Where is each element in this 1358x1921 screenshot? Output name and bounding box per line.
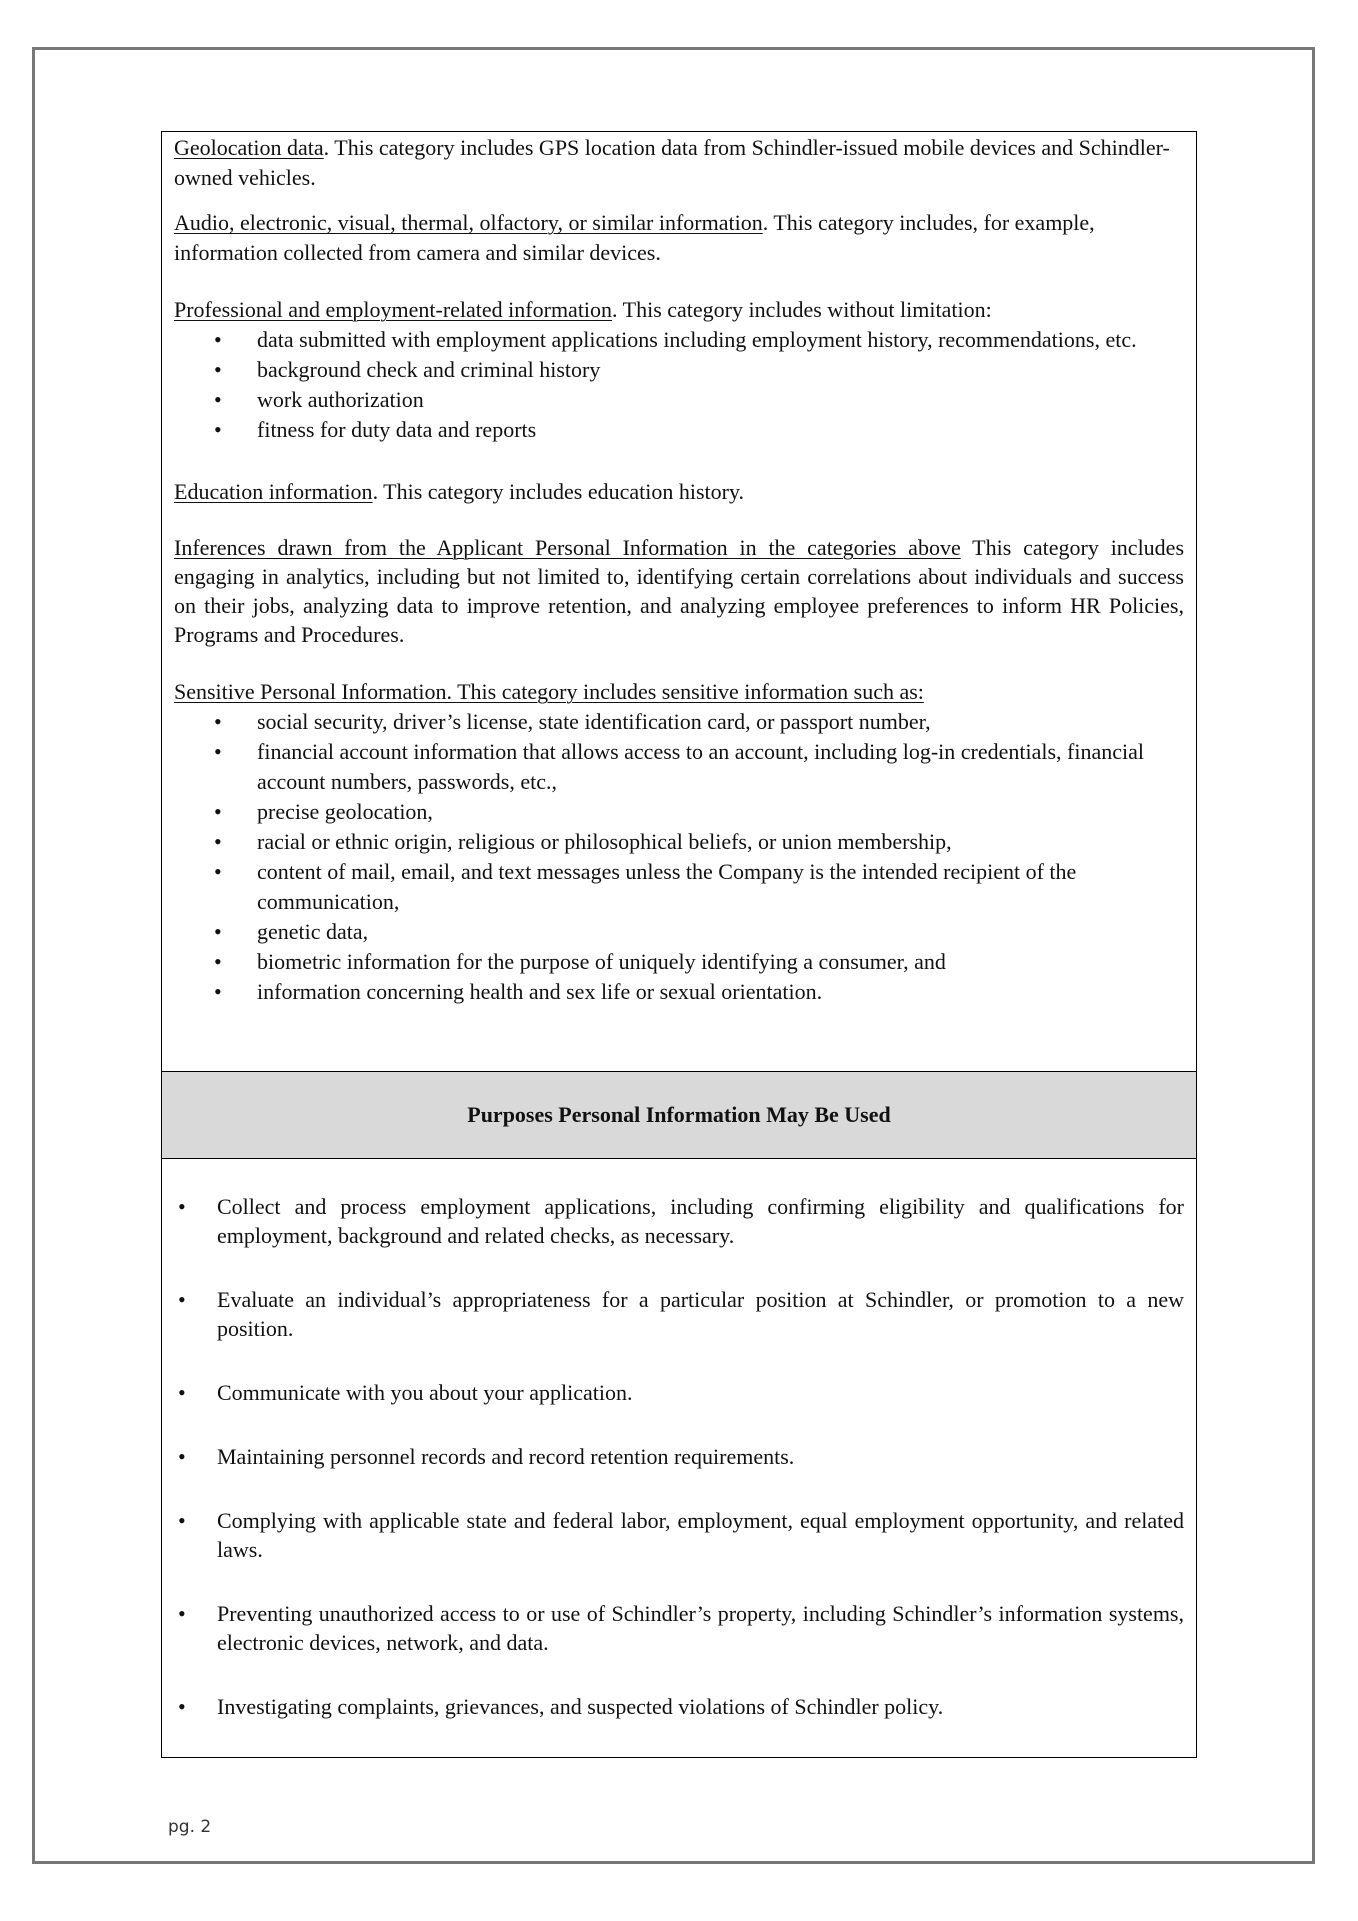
list-item: • financial account information that allows access to an account, including log-in credentials, financial account numbers, passwords, etc.,	[214, 739, 1145, 794]
bullet-icon: •	[214, 709, 222, 734]
list-item: • fitness for duty data and reports	[174, 415, 1184, 445]
inferences-title: Inferences drawn from the Applicant Personal Information in the categories above	[174, 535, 961, 560]
audio-text: . This category includes, for example, information collected from camera and similar devices.	[174, 210, 1095, 265]
sensitive-list	[174, 707, 1184, 1007]
bullet-icon: •	[214, 327, 222, 352]
bullet-icon: •	[178, 1694, 186, 1719]
bullet-icon: •	[178, 1287, 186, 1312]
list-item: • racial or ethnic origin, religious or philosophical beliefs, or union membership,	[174, 827, 1184, 857]
bullet-icon: •	[214, 919, 222, 944]
professional-title: Professional and employment-related information	[174, 297, 613, 322]
purposes-header: Purposes Personal Information May Be Used	[467, 1102, 891, 1127]
sensitive-title: Sensitive Personal Information. This category includes sensitive information such as:	[174, 679, 924, 704]
list-item: • Complying with applicable state and federal labor, employment, equal employment opportunity, and related laws.	[178, 1508, 1184, 1562]
geolocation-text: . This category includes GPS location data from Schindler-issued mobile devices and Schindler-owned vehicles.	[174, 135, 1170, 190]
professional-text: . This category includes without limitation:	[612, 297, 992, 322]
bullet-icon: •	[178, 1444, 186, 1469]
list-item: • background check and criminal history	[174, 355, 1184, 385]
list-item: • biometric information for the purpose of uniquely identifying a consumer, and	[174, 947, 1184, 977]
purposes-list	[174, 1192, 1184, 1721]
bullet-icon: •	[214, 799, 222, 824]
list-item: • Communicate with you about your application.	[178, 1380, 633, 1405]
inferences-paragraph	[174, 533, 1184, 649]
list-item: • Maintaining personnel records and record retention requirements.	[178, 1444, 795, 1469]
list-item: • Investigating complaints, grievances, and suspected violations of Schindler policy.	[178, 1694, 944, 1719]
list-item: • Evaluate an individual’s appropriateness for a particular position at Schindler, or promotion to a new position.	[178, 1287, 1184, 1341]
bullet-icon: •	[214, 387, 222, 412]
list-item: • work authorization	[174, 385, 1184, 415]
purposes-cell	[162, 1159, 1196, 1757]
education-text: . This category includes education history.	[372, 479, 745, 504]
geolocation-title: Geolocation data	[174, 135, 324, 160]
bullet-icon: •	[214, 829, 222, 854]
sensitive-heading	[174, 677, 1184, 707]
purposes-header-row	[162, 1071, 1196, 1159]
list-item: • content of mail, email, and text messages unless the Company is the intended recipient of the communication,	[214, 859, 1077, 914]
bullet-icon: •	[214, 859, 222, 884]
bullet-icon: •	[178, 1194, 186, 1219]
categories-cell	[162, 132, 1196, 1071]
list-item: • genetic data,	[174, 917, 1184, 947]
bullet-icon: •	[178, 1601, 186, 1626]
audio-title: Audio, electronic, visual, thermal, olfactory, or similar information	[174, 210, 763, 235]
geolocation-paragraph	[174, 132, 1184, 193]
list-item: • precise geolocation,	[174, 797, 1184, 827]
education-title: Education information	[174, 479, 373, 504]
audio-paragraph	[174, 208, 1184, 268]
bullet-icon: •	[178, 1508, 186, 1533]
professional-list	[174, 325, 1184, 445]
list-item: • Preventing unauthorized access to or use of Schindler’s property, including Schindler’s information systems, electronic devices, network, and data.	[178, 1601, 1184, 1655]
bullet-icon: •	[214, 739, 222, 764]
professional-heading	[174, 295, 1184, 325]
bullet-icon: •	[214, 357, 222, 382]
bullet-icon: •	[178, 1380, 186, 1405]
bullet-icon: •	[214, 949, 222, 974]
bullet-icon: •	[214, 417, 222, 442]
list-item: • social security, driver’s license, state identification card, or passport number,	[174, 707, 1184, 737]
list-item: • information concerning health and sex life or sexual orientation.	[174, 977, 1184, 1007]
bullet-icon: •	[214, 979, 222, 1004]
sensitive-section	[174, 677, 1184, 1007]
professional-section	[174, 295, 1184, 445]
education-paragraph	[174, 477, 1184, 507]
personal-information-table	[161, 131, 1197, 1758]
page-number: pg. 2	[168, 1817, 212, 1837]
list-item: • data submitted with employment applications including employment history, recommendations, etc.	[174, 325, 1184, 355]
inferences-text: This category includes engaging in analytics, including but not limited to, identifying certain correlations about individuals and success on their jobs, analyzing data to improve retention, and analyzing employee preferences to inform HR Policies, Programs and Procedures.	[174, 535, 1185, 647]
list-item: • Collect and process employment applications, including confirming eligibility and qualifications for employment, background and related checks, as necessary.	[178, 1194, 1184, 1248]
